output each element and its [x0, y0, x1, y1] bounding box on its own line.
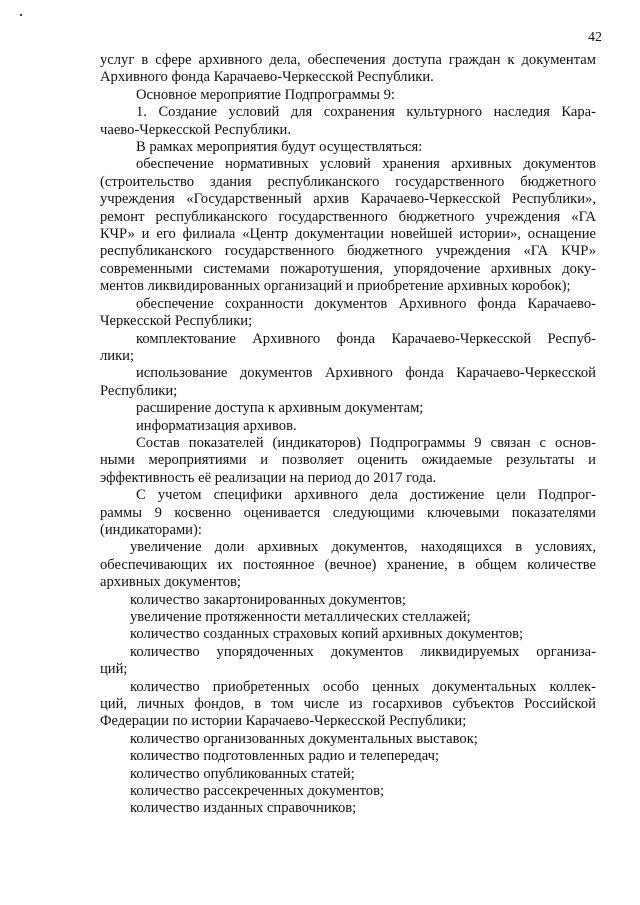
text-line: КЧР» и его филиала «Центр документации новейшей истории», оснащение [100, 226, 596, 243]
text-line: обеспечение сохранности документов Архивного фонда Карачаево- [136, 295, 596, 312]
text-line: расширение доступа к архивным документам; [136, 400, 424, 417]
text-line: количество созданных страховых копий архивных документов; [130, 626, 524, 643]
text-line: услуг в сфере архивного дела, обеспечения доступа граждан к документам [100, 52, 596, 68]
text-line: обеспечение нормативных условий хранения архивных документов [136, 156, 596, 173]
text-line: учреждения «Государственный архив Карачаево-Черкесской Республики», [100, 191, 596, 208]
document-body [100, 52, 596, 818]
text-line: (строительство здания республиканского государственного бюджетного [100, 173, 596, 190]
text-line: 1. Создание условий для сохранения культурного наследия Кара- [136, 104, 596, 121]
text-line: количество рассекреченных документов; [130, 783, 385, 800]
text-line: Федерации по истории Карачаево-Черкесской Республики; [100, 713, 467, 730]
text-line: использование документов Архивного фонда Карачаево-Черкесской [136, 365, 596, 382]
text-line: чаево-Черкесской Республики. [100, 121, 291, 138]
text-line: ными мероприятиями и позволяет оценить ожидаемые результаты и [100, 452, 596, 469]
text-line: архивных документов; [100, 574, 241, 591]
text-line: количество упорядоченных документов ликвидируемых организа- [130, 643, 596, 660]
text-line: раммы 9 косвенно оценивается следующими ключевыми показателями [100, 504, 596, 521]
text-line: количество организованных документальных выставок; [130, 730, 478, 747]
text-line: эффективность её реализации на период до 2017 года. [100, 469, 437, 486]
text-line: количество изданных справочников; [130, 800, 357, 817]
text-line: Основное мероприятие Подпрограммы 9: [136, 86, 395, 103]
text-line: В рамках мероприятия будут осуществляться: [136, 139, 423, 156]
text-line: количество приобретенных особо ценных документальных коллек- [130, 678, 596, 695]
text-line: увеличение протяженности металлических стеллажей; [130, 609, 471, 625]
text-line: лики; [100, 347, 135, 364]
scan-speck [20, 14, 22, 16]
text-line: ментов ликвидированных организаций и приобретение архивных коробок); [100, 278, 571, 295]
text-line: (индикаторами): [100, 521, 202, 538]
text-line: обеспечивающих их постоянное (вечное) хранение, в общем количестве [100, 556, 596, 573]
text-line: Республики; [100, 382, 178, 399]
text-line: современными системами пожаротушения, упорядочение архивных доку- [100, 260, 596, 277]
text-line: Состав показателей (индикаторов) Подпрограммы 9 связан с основ- [136, 434, 596, 451]
text-line: количество закартонированных документов; [130, 591, 406, 608]
text-line: республиканского государственного бюджетного учреждения «ГА КЧР» [100, 243, 596, 260]
text-line: количество подготовленных радио и телепередач; [130, 748, 440, 765]
text-line: ций, личных фондов, в том числе из госархивов субъектов Российской [100, 696, 596, 713]
text-line: Архивного фонда Карачаево-Черкесской Республики. [100, 69, 434, 86]
text-line: С учетом специфики архивного дела достижение цели Подпрог- [136, 487, 596, 504]
text-line: ремонт республиканского государственного бюджетного учреждения «ГА [100, 208, 596, 225]
text-line: увеличение доли архивных документов, находящихся в условиях, [130, 539, 596, 556]
text-line: информатизация архивов. [136, 417, 297, 434]
page-number: 42 [588, 30, 602, 45]
text-line: ций; [100, 661, 128, 678]
text-line: Черкесской Республики; [100, 313, 253, 330]
text-line: комплектование Архивного фонда Карачаево-Черкесской Респуб- [136, 330, 596, 347]
text-line: количество опубликованных статей; [130, 765, 355, 782]
